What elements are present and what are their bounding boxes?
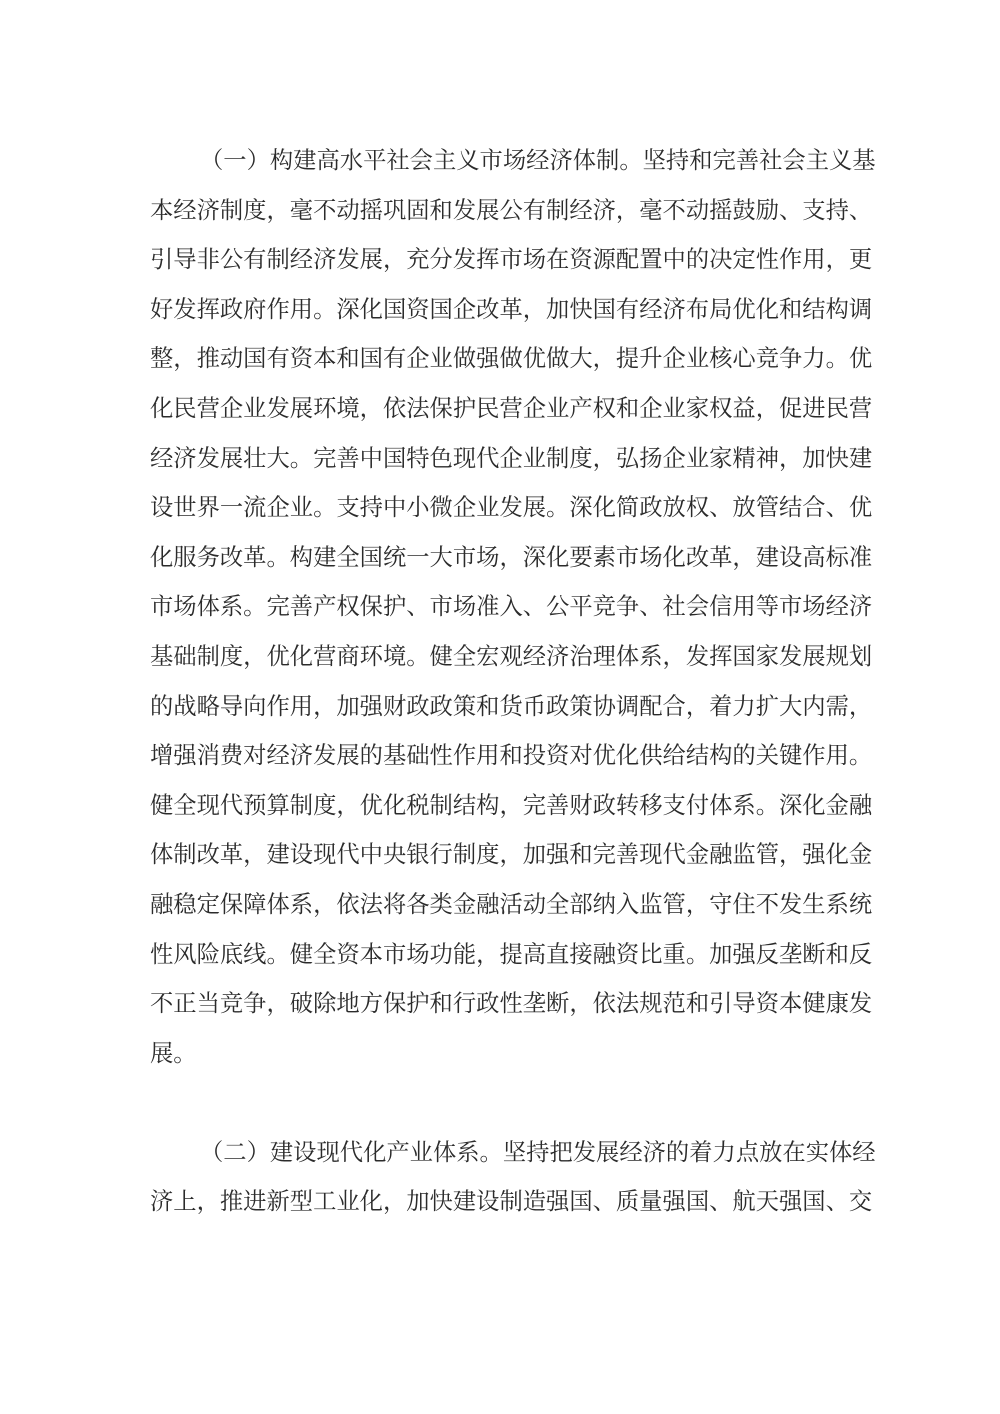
paragraph-1-line: 好发挥政府作用。深化国资国企改革，加快国有经济布局优化和结构调 <box>150 295 873 323</box>
paragraph-1-line: 市场体系。完善产权保护、市场准入、公平竞争、社会信用等市场经济 <box>150 593 873 621</box>
paragraph-1-line: 本经济制度，毫不动摇巩固和发展公有制经济，毫不动摇鼓励、支持、 <box>150 196 873 224</box>
paragraph-gap <box>150 1078 850 1128</box>
paragraph-1-line: （一）构建高水平社会主义市场经济体制。坚持和完善社会主义基 <box>200 147 876 174</box>
paragraph-1-line: 不正当竞争，破除地方保护和行政性垄断，依法规范和引导资本健康发 <box>150 990 873 1018</box>
paragraph-1-line: 的战略导向作用，加强财政政策和货币政策协调配合，着力扩大内需， <box>150 692 873 720</box>
paragraph-1-line: 化民营企业发展环境，依法保护民营企业产权和企业家权益，促进民营 <box>150 394 873 422</box>
paragraph-1-line: 展。 <box>150 1039 197 1067</box>
paragraph-1-line: 体制改革，建设现代中央银行制度，加强和完善现代金融监管，强化金 <box>150 841 873 869</box>
paragraph-1-line: 引导非公有制经济发展，充分发挥市场在资源配置中的决定性作用，更 <box>150 246 873 274</box>
paragraph-2-line: （二）建设现代化产业体系。坚持把发展经济的着力点放在实体经 <box>200 1138 876 1166</box>
paragraph-1-line: 整，推动国有资本和国有企业做强做优做大，提升企业核心竞争力。优 <box>150 345 873 373</box>
paragraph-1-line: 基础制度，优化营商环境。健全宏观经济治理体系，发挥国家发展规划 <box>150 642 873 670</box>
paragraph-1-line: 设世界一流企业。支持中小微企业发展。深化简政放权、放管结合、优 <box>150 494 873 522</box>
paragraph-1-line: 融稳定保障体系，依法将各类金融活动全部纳入监管，守住不发生系统 <box>150 890 873 918</box>
paragraph-1-line: 化服务改革。构建全国统一大市场，深化要素市场化改革，建设高标准 <box>150 543 873 571</box>
paragraph-1-line: 性风险底线。健全资本市场功能，提高直接融资比重。加强反垄断和反 <box>150 940 873 968</box>
paragraph-1-line: 增强消费对经济发展的基础性作用和投资对优化供给结构的关键作用。 <box>150 742 873 770</box>
paragraph-2-line: 济上，推进新型工业化，加快建设制造强国、质量强国、航天强国、交 <box>150 1188 873 1216</box>
paragraph-1-line: 经济发展壮大。完善中国特色现代企业制度，弘扬企业家精神，加快建 <box>150 444 873 472</box>
document-body <box>150 136 876 1227</box>
paragraph-1-line: 健全现代预算制度，优化税制结构，完善财政转移支付体系。深化金融 <box>150 791 873 819</box>
